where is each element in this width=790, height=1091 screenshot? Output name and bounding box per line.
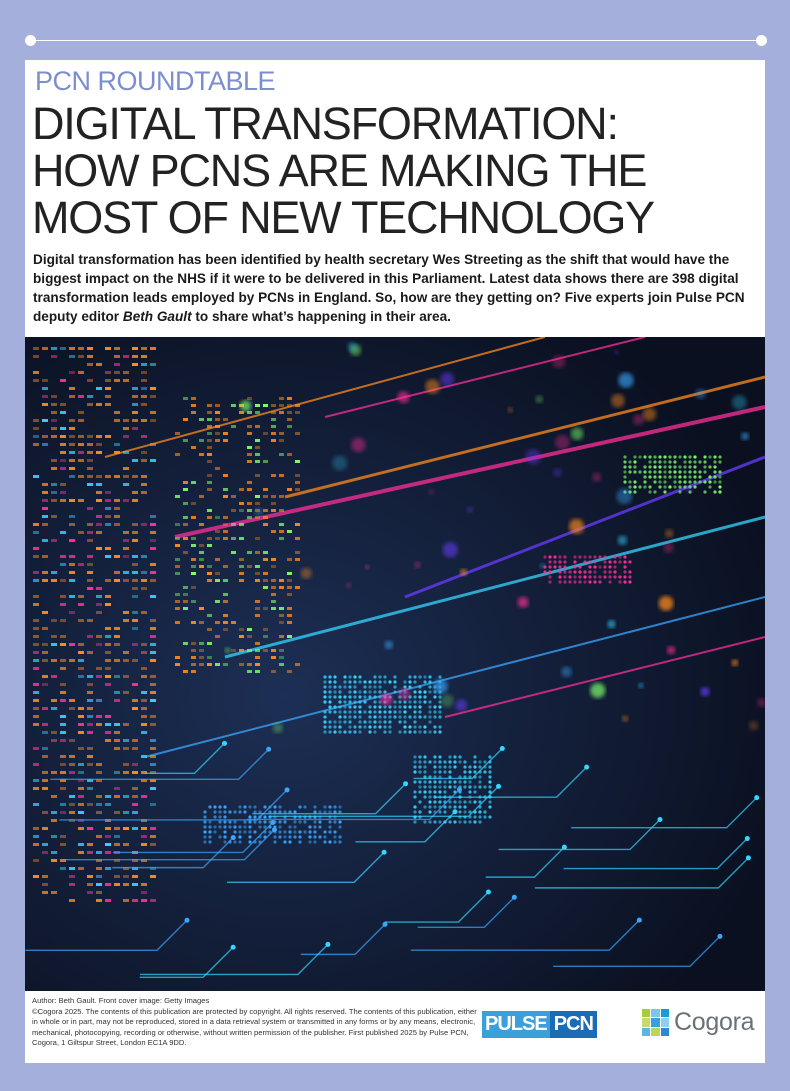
headline-line: MOST OF NEW TECHNOLOGY — [32, 192, 654, 243]
cogora-mark-square — [651, 1018, 659, 1026]
pcn-logo-part: PCN — [550, 1011, 597, 1038]
cover-sheet — [25, 60, 765, 1063]
footer — [25, 991, 765, 1063]
credit-block — [32, 996, 477, 1049]
pulse-logo-part: PULSE — [482, 1011, 550, 1038]
rule-dot-left — [25, 35, 36, 46]
headline-line: HOW PCNS ARE MAKING THE — [32, 145, 647, 196]
editor-name: Beth Gault — [122, 309, 192, 324]
headline-line: DIGITAL TRANSFORMATION: — [32, 98, 618, 149]
author-credit: Author: Beth Gault. Front cover image: Getty Images — [32, 996, 210, 1005]
standfirst-text: Digital transformation has been identified by health secretary Wes Streeting as the shift that would have the biggest impact on the NHS if it were to be delivered in this Parliament. Latest data shows there are 398 digital transformation leads employed by PCNs in England. So, how are they getting on? Five experts join Pulse PCN deputy editor — [33, 252, 745, 324]
pulse-pcn-logo — [482, 1011, 608, 1038]
cogora-mark-square — [651, 1028, 659, 1036]
cogora-mark-square — [642, 1009, 650, 1017]
headline — [32, 100, 752, 241]
cogora-mark-square — [642, 1028, 650, 1036]
copyright-notice: ©Cogora 2025. The contents of this publication are protected by copyright. All rights reserved. The contents of this publication, either in whole or in part, may not be reproduced, stored in a data retrieval system or transmitted in any forms or by any means, electronic, mechanical, photocopying, recording or otherwise, without written permission of the publisher. First published 2025 by Pulse PCN, Cogora, 1 Giltspur Street, London EC1A 9DD. — [32, 1006, 477, 1048]
rule-dot-right — [756, 35, 767, 46]
cogora-mark-square — [661, 1009, 669, 1017]
cogora-logo — [642, 1008, 754, 1037]
cogora-mark-square — [651, 1009, 659, 1017]
cover-image — [25, 337, 765, 991]
section-kicker: PCN ROUNDTABLE — [35, 66, 276, 96]
cogora-mark-square — [661, 1028, 669, 1036]
standfirst-text-end: to share what’s happening in their area. — [191, 309, 451, 324]
top-rule — [30, 40, 762, 41]
cogora-wordmark: Cogora — [674, 1008, 755, 1036]
cogora-mark-icon — [642, 1009, 669, 1036]
cover-image-art — [25, 337, 765, 991]
cogora-mark-square — [642, 1018, 650, 1026]
standfirst — [33, 250, 761, 326]
cogora-mark-square — [661, 1018, 669, 1026]
